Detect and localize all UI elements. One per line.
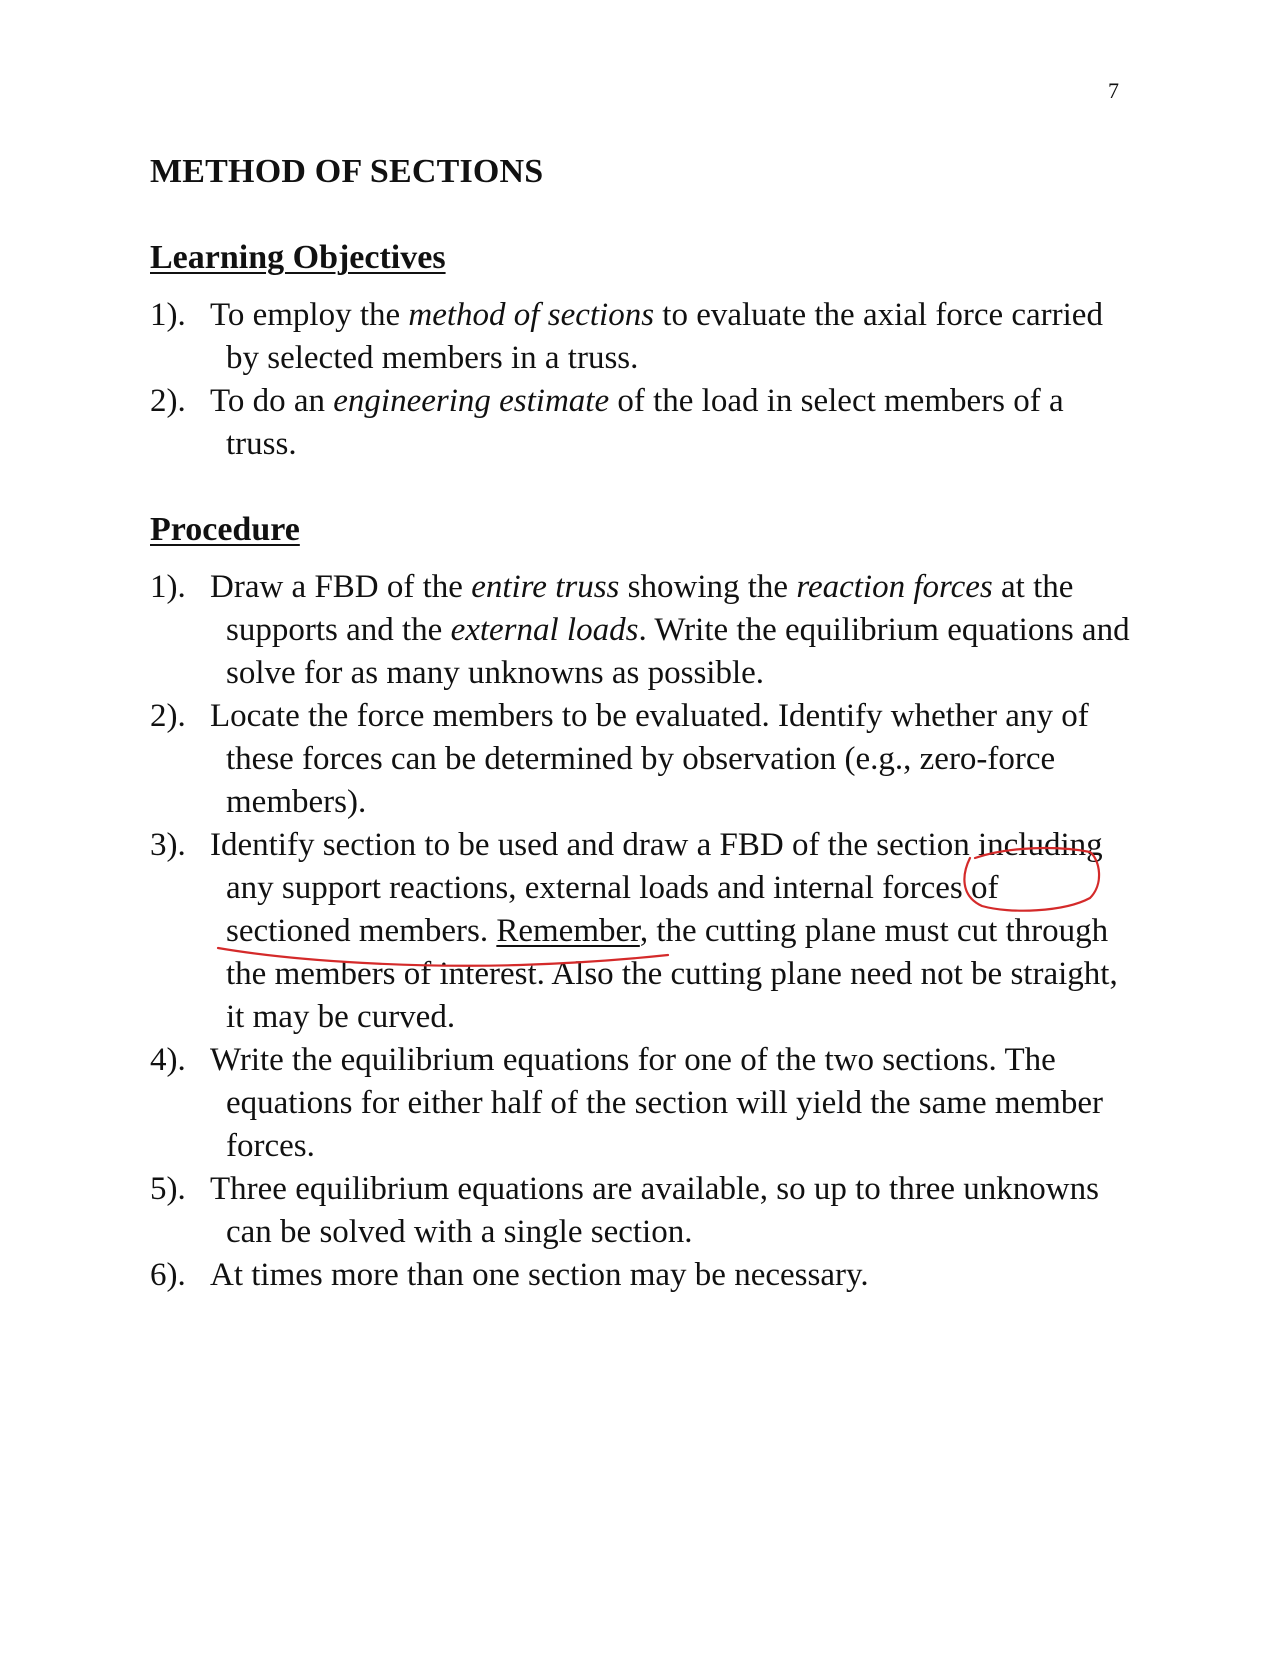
emphasis: entire truss: [471, 569, 620, 605]
step-number: 5).: [150, 1171, 186, 1207]
step-number: 1).: [150, 569, 186, 605]
step-number: 2).: [150, 698, 186, 734]
step-text: At times more than one section may be necessary.: [210, 1257, 869, 1293]
objective-item-2: [150, 380, 1130, 466]
emphasis: reaction forces: [796, 569, 993, 605]
objective-number: 1).: [150, 297, 186, 333]
step-text: Write the equilibrium equations for one of the two sections. The equations for either half of the section will yield the same member forces.: [210, 1042, 1103, 1164]
learning-objectives-heading: Learning Objectives: [150, 239, 446, 276]
procedure-step-6: [150, 1254, 1130, 1297]
step-text: Draw a FBD of the entire truss showing the reaction forces at the supports and the external loads. Write the equilibrium equations and solve for as many unknowns as possible.: [210, 569, 1130, 691]
procedure-step-4: [150, 1039, 1130, 1168]
step-text: Three equilibrium equations are available, so up to three unknowns can be solved with a single section.: [210, 1171, 1099, 1250]
page-title: METHOD OF SECTIONS: [150, 153, 544, 190]
step-number: 4).: [150, 1042, 186, 1078]
step-text: Locate the force members to be evaluated. Identify whether any of these forces can be determined by observation (e.g., zero-force members).: [210, 698, 1089, 820]
page-number: 7: [1108, 78, 1119, 103]
objective-item-1: [150, 294, 1130, 380]
emphasis: method of sections: [408, 297, 655, 333]
procedure-heading: Procedure: [150, 511, 300, 548]
emphasis: external loads: [450, 612, 639, 648]
learning-objectives-list: [150, 294, 1130, 466]
procedure-step-5: [150, 1168, 1130, 1254]
procedure-step-1: [150, 566, 1130, 695]
emphasis: engineering estimate: [333, 383, 610, 419]
objective-number: 2).: [150, 383, 186, 419]
objective-text: To do an engineering estimate of the load in select members of a truss.: [210, 383, 1064, 462]
step-number: 3).: [150, 827, 186, 863]
step-number: 6).: [150, 1257, 186, 1293]
procedure-list: [150, 566, 1130, 1297]
procedure-step-3: [150, 824, 1130, 1039]
underlined-word: Remember: [496, 913, 640, 949]
procedure-step-2: [150, 695, 1130, 824]
step-text: Identify section to be used and draw a FBD of the section including any support reactions, external loads and internal forces of sectioned members. Remember, the cutting plane must cut through the members of interest. Also the cutting plane need not be straight, it may be curved.: [210, 827, 1118, 1035]
objective-text: To employ the method of sections to evaluate the axial force carried by selected members in a truss.: [210, 297, 1103, 376]
